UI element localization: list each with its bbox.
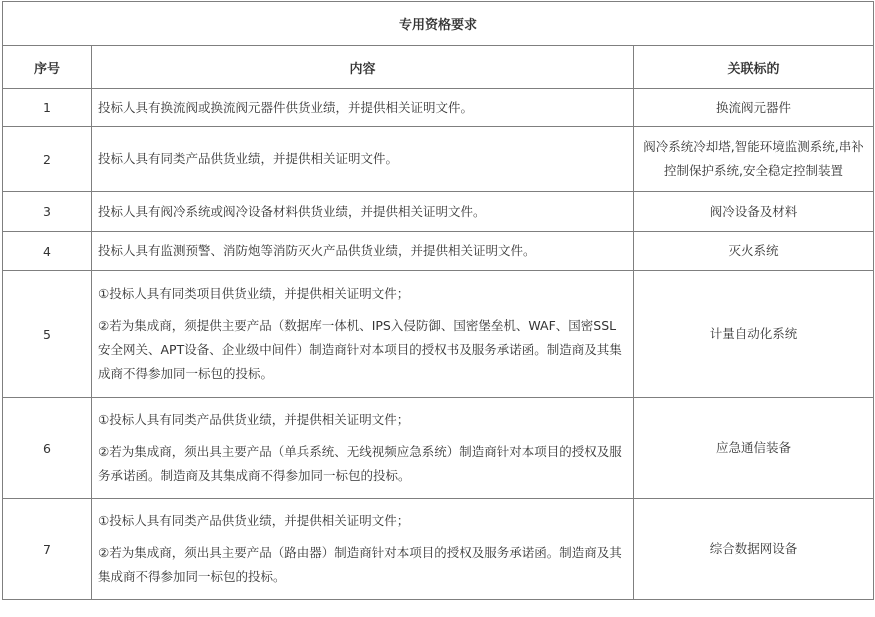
content-paragraph: ①投标人具有同类产品供货业绩，并提供相关证明文件； xyxy=(98,412,410,427)
title-row xyxy=(3,2,874,46)
content-paragraph: 投标人具有同类产品供货业绩，并提供相关证明文件。 xyxy=(98,151,399,166)
content-paragraph: ②若为集成商，须出具主要产品（单兵系统、无线视频应急系统）制造商针对本项目的授权及服务承诺函。制造商及其集成商不得参加同一标包的投标。 xyxy=(98,444,622,483)
row-content xyxy=(92,499,634,600)
table-row xyxy=(3,89,874,127)
table-title: 专用资格要求 xyxy=(3,2,874,46)
table-row xyxy=(3,271,874,398)
header-content: 内容 xyxy=(92,46,634,89)
table-row xyxy=(3,499,874,600)
row-number: 6 xyxy=(3,398,92,499)
row-number: 3 xyxy=(3,192,92,232)
table-row xyxy=(3,192,874,232)
row-number: 5 xyxy=(3,271,92,398)
table-row xyxy=(3,232,874,271)
row-content xyxy=(92,192,634,232)
content-paragraph: 投标人具有换流阀或换流阀元器件供货业绩，并提供相关证明文件。 xyxy=(98,99,474,115)
header-target: 关联标的 xyxy=(634,46,874,89)
content-paragraph: ①投标人具有同类项目供货业绩，并提供相关证明文件； xyxy=(98,286,410,301)
row-target: 计量自动化系统 xyxy=(634,271,874,398)
row-target: 阀冷设备及材料 xyxy=(634,192,874,232)
qualification-document xyxy=(2,1,873,600)
content-paragraph: ②若为集成商，须提供主要产品（数据库一体机、IPS入侵防御、国密堡垒机、WAF、国密SSL安全网关、APT设备、企业级中间件）制造商针对本项目的授权书及服务承诺函。制造商及其集成商不得参加同一标包的投标。 xyxy=(98,318,622,381)
row-target: 阀冷系统冷却塔,智能环境监测系统,串补控制保护系统,安全稳定控制装置 xyxy=(634,127,874,192)
row-content xyxy=(92,271,634,398)
row-target: 换流阀元器件 xyxy=(634,89,874,127)
qualification-table xyxy=(2,1,874,600)
content-paragraph: 投标人具有阀冷系统或阀冷设备材料供货业绩，并提供相关证明文件。 xyxy=(98,203,486,219)
row-content xyxy=(92,398,634,499)
content-paragraph: ②若为集成商，须出具主要产品（路由器）制造商针对本项目的授权及服务承诺函。制造商及其集成商不得参加同一标包的投标。 xyxy=(98,545,622,584)
row-target: 综合数据网设备 xyxy=(634,499,874,600)
row-content xyxy=(92,89,634,127)
row-number: 7 xyxy=(3,499,92,600)
row-target: 应急通信装备 xyxy=(634,398,874,499)
content-paragraph: ①投标人具有同类产品供货业绩，并提供相关证明文件； xyxy=(98,513,410,528)
table-row xyxy=(3,398,874,499)
row-target: 灭火系统 xyxy=(634,232,874,271)
row-number: 1 xyxy=(3,89,92,127)
table-row xyxy=(3,127,874,192)
header-row xyxy=(3,46,874,89)
header-no: 序号 xyxy=(3,46,92,89)
row-number: 2 xyxy=(3,127,92,192)
row-number: 4 xyxy=(3,232,92,271)
content-paragraph: 投标人具有监测预警、消防炮等消防灭火产品供货业绩，并提供相关证明文件。 xyxy=(98,243,536,258)
row-content xyxy=(92,232,634,271)
row-content xyxy=(92,127,634,192)
